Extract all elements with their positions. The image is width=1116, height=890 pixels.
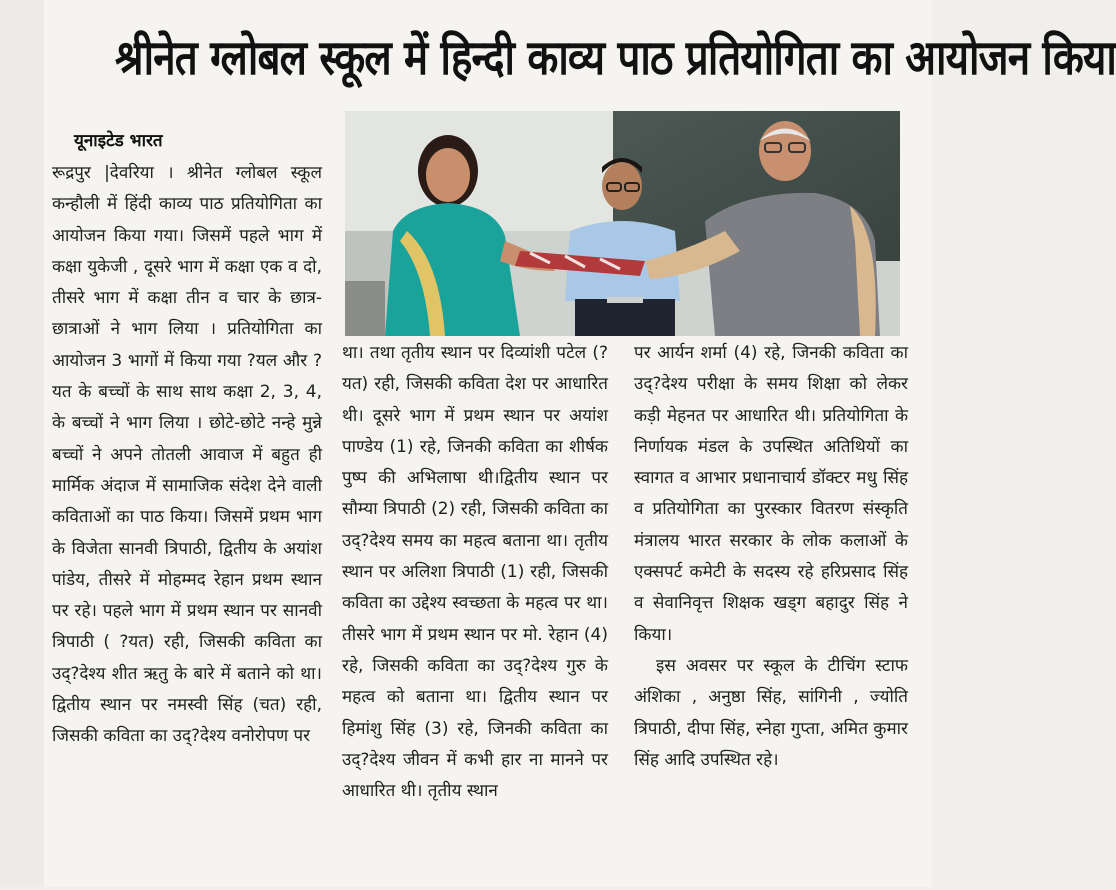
- column-2-text: था। तथा तृतीय स्थान पर दिव्यांशी पटेल (?यत) रही, जिसकी कविता देश पर आधारित थी। दूसरे भाग में प्रथम स्थान पर अयांश पाण्डेय (1) रहे, जिनकी कविता का शीर्षक पुष्प की अभिलाषा थी।द्वितीय स्थान पर सौम्या त्रिपाठी (2) रही, जिसकी कविता का उद्?देश्य समय का महत्व बताना था। तृतीय स्थान पर अलिशा त्रिपाठी (1) रही, जिसकी कविता का उद्देश्य स्वच्छता के महत्व पर था। तीसरे भाग में प्रथम स्थान पर मो. रेहान (4) रहे, जिसकी कविता का उद्?देश्य गुरु के महत्व को बताना था। द्वितीय स्थान पर हिमांशु सिंह (3) रहे, जिनकी कविता का उद्?देश्य जीवन में कभी हार ना मानने पर आधारित थी। तृतीय स्थान: [342, 343, 608, 802]
- newspaper-page: [44, 0, 1116, 887]
- column-3-paragraph-2: इस अवसर पर स्कूल के टीचिंग स्टाफ अंशिका , अनुष्ठा सिंह, सांगिनी , ज्योति त्रिपाठी, दीपा सिंह, स्नेहा गुप्ता, अमित कुमार सिंह आदि उपस्थित रहे।: [634, 655, 908, 770]
- bottom-cropped-text: [664, 878, 784, 890]
- article-column-2: [342, 338, 608, 887]
- top-cropped-text: [44, 0, 932, 12]
- article-photo: [345, 111, 900, 336]
- column-3-paragraph-1: पर आर्यन शर्मा (4) रहे, जिनकी कविता का उद्?देश्य परीक्षा के समय शिक्षा को लेकर कड़ी मेहनत पर आधारित थी। प्रतियोगिता के निर्णायक मंडल के उपस्थित अतिथियों का स्वागत व आभार प्रधानाचार्य डॉक्टर मधु सिंह व प्रतियोगिता का पुरस्कार वितरण संस्कृति मंत्रालय भारत सरकार के लोक कलाओं के एक्सपर्ट कमेटी के सदस्य रहे हरिप्रसाद सिंह व सेवानिवृत्त शिक्षक खड्ग बहादुर सिंह ने किया।: [634, 343, 908, 645]
- byline: यूनाइटेड भारत: [74, 131, 163, 151]
- headline: श्रीनेत ग्लोबल स्कूल में हिन्दी काव्य पाठ प्रतियोगिता का आयोजन किया: [115, 30, 1116, 86]
- article-column-1: [52, 158, 322, 887]
- page-margin: [0, 0, 44, 887]
- column-1-text: रूद्रपुर |देवरिया । श्रीनेत ग्लोबल स्कूल कन्हौली में हिंदी काव्य पाठ प्रतियोगिता का आयोजन किया गया। जिसमें पहले भाग में कक्षा युकेजी , दूसरे भाग में कक्षा एक व दो, तीसरे भाग में कक्षा तीन व चार के छात्र-छात्राओं ने भाग लिया । प्रतियोगिता का आयोजन 3 भागों में किया गया ?यल और ?यत के बच्चों के साथ साथ कक्षा 2, 3, 4, के बच्चों ने भाग लिया । छोटे-छोटे नन्हे मुन्ने बच्चों ने अपने तोतली आवाज में बहुत ही मार्मिक अंदाज में सामाजिक संदेश देने वाली कविताओं का पाठ किया। जिसमें प्रथम भाग के विजेता सानवी त्रिपाठी, द्वितीय के अयांश पांडेय, तीसरे में मोहम्मद रेहान प्रथम स्थान पर रहे। पहले भाग में प्रथम स्थान पर सानवी त्रिपाठी ( ?यत) रही, जिसकी कविता का उद्?देश्य शीत ऋतु के बारे में बताने को था।द्वितीय स्थान पर नमस्वी सिंह (चत) रही, जिसकी कविता का उद्?देश्य वनोरोपण पर: [52, 163, 322, 747]
- article-column-3: [634, 338, 908, 887]
- photo-illustration: [345, 111, 900, 336]
